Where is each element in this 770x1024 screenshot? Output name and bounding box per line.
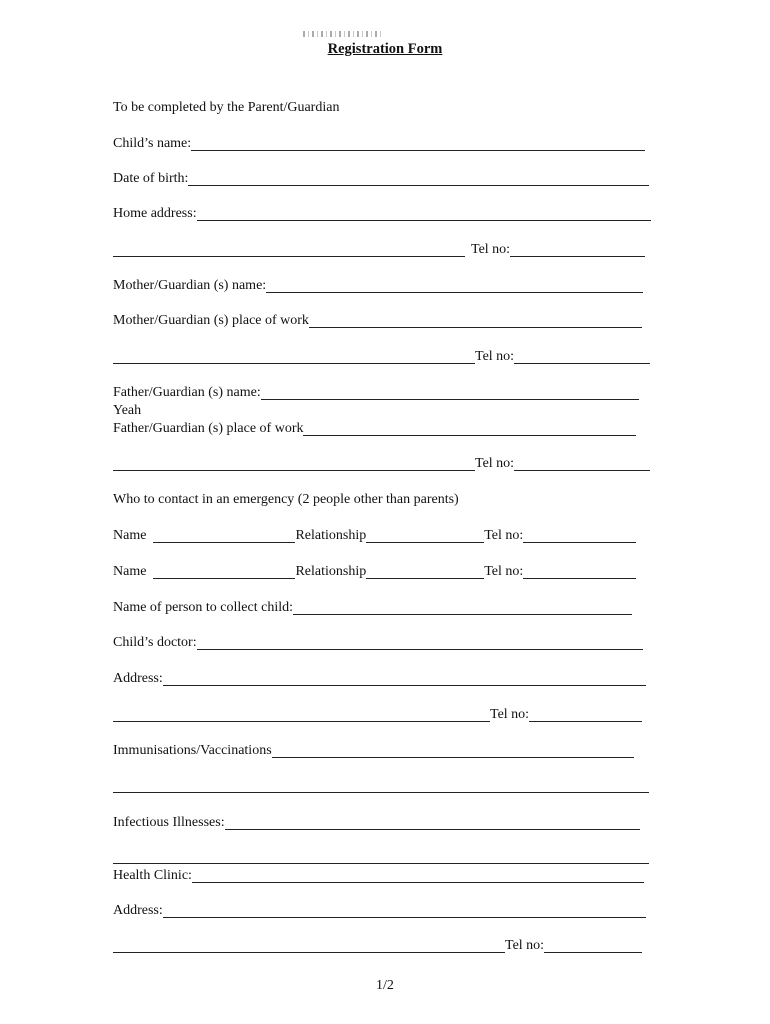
father-work-label: Father/Guardian (s) place of work: [113, 421, 304, 436]
infectious-label: Infectious Illnesses:: [113, 815, 225, 830]
emergency-contact-2-row: [113, 562, 636, 582]
infectious-field[interactable]: [225, 815, 640, 830]
emergency-2-name-label: Name: [113, 564, 147, 579]
home-tel-label: Tel no:: [471, 242, 511, 257]
home-address-label: Home address:: [113, 206, 197, 221]
emergency-2-name-field[interactable]: [153, 564, 295, 579]
dob-label: Date of birth:: [113, 171, 189, 186]
father-work-field[interactable]: [303, 421, 636, 436]
doctor-row: [113, 633, 643, 653]
doctor-address-field[interactable]: [163, 671, 646, 686]
mother-tel-field[interactable]: [514, 349, 650, 364]
clinic-tel-label: Tel no:: [505, 938, 545, 953]
home-address-field[interactable]: [197, 206, 651, 221]
child-name-field[interactable]: [191, 136, 645, 151]
immunisations-line2-field[interactable]: [113, 792, 649, 793]
collect-person-row: [113, 598, 632, 618]
home-address-row: [113, 204, 651, 224]
health-clinic-row: [113, 866, 644, 886]
mother-name-row: [113, 276, 643, 296]
mother-name-field[interactable]: [266, 278, 643, 293]
emergency-2-tel-field[interactable]: [523, 564, 636, 579]
doctor-address-label: Address:: [113, 671, 163, 686]
father-tel-row: [113, 454, 650, 474]
clinic-address-field[interactable]: [163, 903, 646, 918]
doctor-tel-label: Tel no:: [490, 707, 530, 722]
clinic-tel-row: [113, 936, 642, 956]
father-tel-field[interactable]: [514, 456, 650, 471]
clinic-address-label: Address:: [113, 903, 163, 918]
emergency-2-tel-label: Tel no:: [484, 564, 524, 579]
mother-tel-label: Tel no:: [475, 349, 515, 364]
page-number: 1/2: [376, 978, 394, 993]
mother-work-label: Mother/Guardian (s) place of work: [113, 313, 309, 328]
emergency-heading: Who to contact in an emergency (2 people other than parents): [113, 492, 459, 507]
mother-name-label: Mother/Guardian (s) name:: [113, 278, 267, 293]
mother-work-line2-field[interactable]: [113, 349, 475, 364]
emergency-2-relationship-label: Relationship: [295, 564, 367, 579]
collect-person-field[interactable]: [293, 600, 632, 615]
emergency-contact-1-row: [113, 526, 636, 546]
clinic-tel-field[interactable]: [544, 938, 642, 953]
doctor-label: Child’s doctor:: [113, 635, 197, 650]
home-tel-field[interactable]: [510, 242, 645, 257]
father-tel-label: Tel no:: [475, 456, 515, 471]
emergency-1-relationship-label: Relationship: [295, 528, 367, 543]
mother-work-row: [113, 311, 642, 331]
emergency-1-tel-field[interactable]: [523, 528, 636, 543]
child-name-label: Child’s name:: [113, 136, 192, 151]
father-name-row: [113, 383, 639, 403]
emergency-1-relationship-field[interactable]: [366, 528, 484, 543]
doctor-field[interactable]: [197, 635, 643, 650]
clinic-address-line2-field[interactable]: [113, 938, 505, 953]
immunisations-label: Immunisations/Vaccinations: [113, 743, 272, 758]
emergency-2-relationship-field[interactable]: [366, 564, 484, 579]
infectious-line2-field[interactable]: [113, 863, 649, 864]
form-intro: To be completed by the Parent/Guardian: [113, 100, 340, 115]
emergency-1-tel-label: Tel no:: [484, 528, 524, 543]
health-clinic-field[interactable]: [192, 868, 644, 883]
immunisations-field[interactable]: [272, 743, 634, 758]
clinic-address-row: [113, 901, 646, 921]
home-address-line2-field[interactable]: [113, 242, 465, 257]
dob-field[interactable]: [188, 171, 649, 186]
father-work-line2-field[interactable]: [113, 456, 475, 471]
mother-tel-row: [113, 347, 650, 367]
father-name-field[interactable]: [261, 385, 639, 400]
header-smudge: [303, 31, 381, 37]
emergency-1-name-label: Name: [113, 528, 147, 543]
doctor-address-row: [113, 669, 646, 689]
immunisations-row: [113, 741, 634, 761]
doctor-tel-field[interactable]: [529, 707, 642, 722]
child-name-row: [113, 134, 645, 154]
dob-row: [113, 169, 649, 189]
collect-person-label: Name of person to collect child:: [113, 600, 293, 615]
father-extra-note: Yeah: [113, 403, 142, 418]
doctor-tel-row: [113, 705, 642, 725]
form-title: Registration Form: [327, 41, 443, 57]
emergency-1-name-field[interactable]: [153, 528, 295, 543]
father-name-label: Father/Guardian (s) name:: [113, 385, 261, 400]
infectious-row: [113, 813, 640, 833]
home-tel-row: [113, 240, 645, 260]
father-work-row: [113, 419, 636, 439]
mother-work-field[interactable]: [309, 313, 642, 328]
doctor-address-line2-field[interactable]: [113, 707, 490, 722]
health-clinic-label: Health Clinic:: [113, 868, 192, 883]
